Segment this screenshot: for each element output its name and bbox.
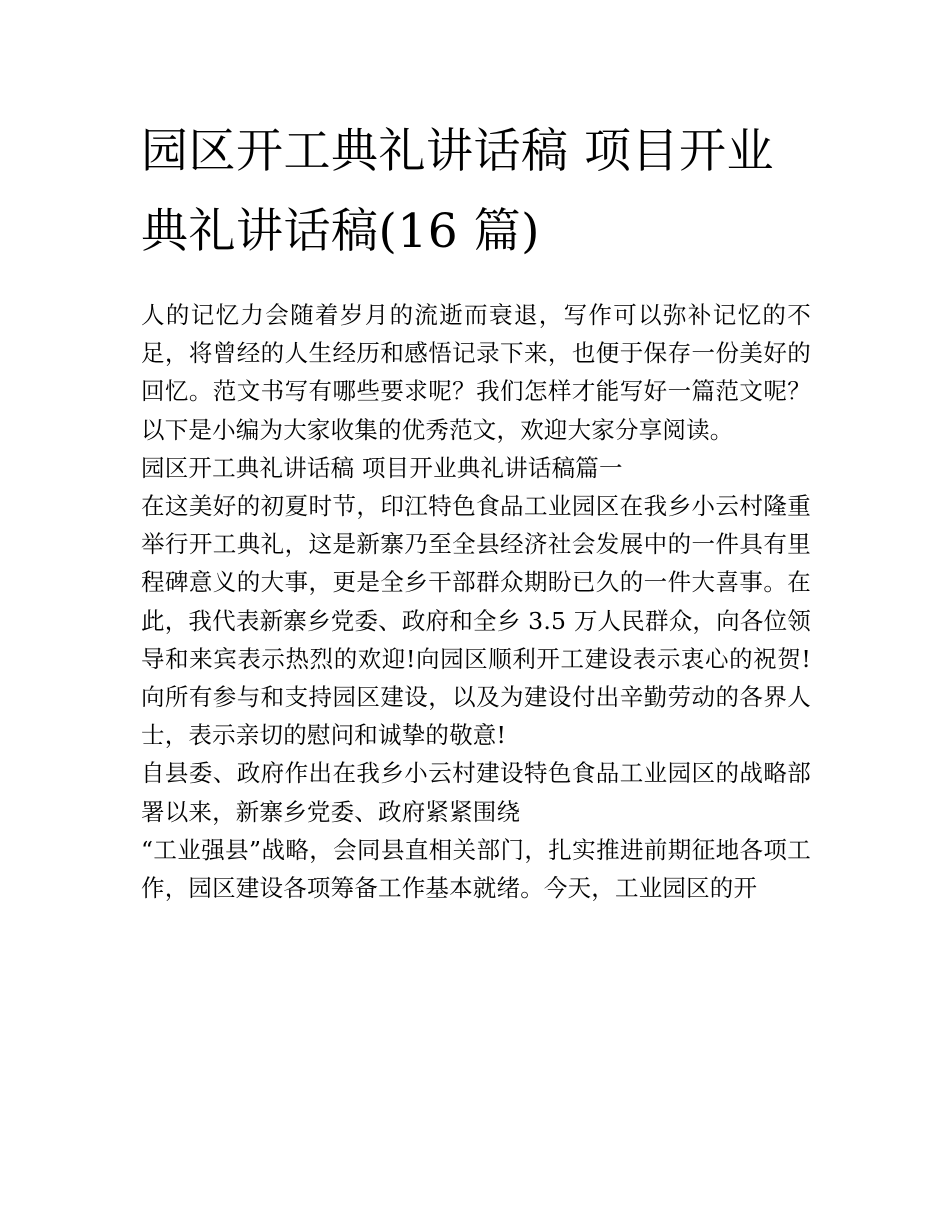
body-paragraph: “工业强县”战略，会同县直相关部门，扎实推进前期征地各项工作，园区建设各项筹备工作基本就绪。今天，工业园区的开 [141, 835, 811, 903]
document-content [141, 112, 811, 907]
section-heading: 园区开工典礼讲话稿 项目开业典礼讲话稿篇一 [141, 453, 623, 482]
document-body [141, 296, 811, 907]
title-line-1: 园区开工典礼讲话稿 项目开业 [141, 124, 774, 179]
document-title [141, 112, 811, 272]
body-paragraph: 在这美好的初夏时节，印江特色食品工业园区在我乡小云村隆重举行开工典礼，这是新寨乃至全县经济社会发展中的一件具有里程碑意义的大事，更是全乡干部群众期盼已久的一件大喜事。在此，我代表新寨乡党委、政府和全乡 3.5 万人民群众，向各位领导和来宾表示热烈的欢迎!向园区顺利开工建设表示衷心的祝贺!向所有参与和支持园区建设，以及为建设付出辛勤劳动的各界人士，表示亲切的慰问和诚挚的敬意! [141, 492, 811, 750]
intro-paragraph: 人的记忆力会随着岁月的流逝而衰退，写作可以弥补记忆的不足，将曾经的人生经历和感悟记录下来，也便于保存一份美好的回忆。范文书写有哪些要求呢？我们怎样才能写好一篇范文呢？以下是小编为大家收集的优秀范文，欢迎大家分享阅读。 [141, 301, 811, 444]
title-line-2: 典礼讲话稿(16 篇) [141, 204, 540, 259]
body-paragraph: 自县委、政府作出在我乡小云村建设特色食品工业园区的战略部署以来，新寨乡党委、政府紧紧围绕 [141, 759, 811, 826]
